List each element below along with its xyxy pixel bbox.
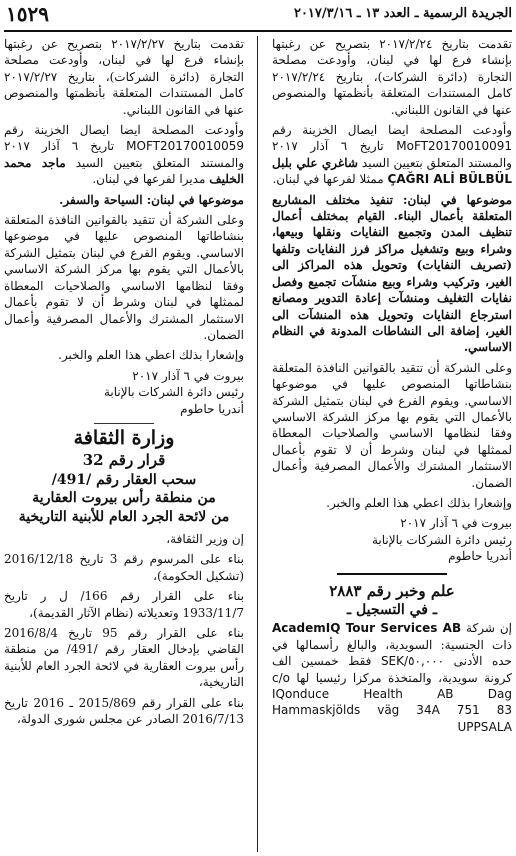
signature-name: أندريا حاطوم xyxy=(180,401,244,416)
page-number: ١٥٢٩ xyxy=(6,4,49,26)
text: وأودعت المصلحة ايضا ايصال الخزينة رقم xyxy=(4,123,244,138)
object-label: موضوعها في لبنان: xyxy=(403,192,512,207)
minister-line: إن وزير الثقافة، xyxy=(166,531,244,546)
left-column xyxy=(4,36,244,852)
signature-role: رئيس دائرة الشركات بالإنابة xyxy=(371,532,512,547)
basis-item: بناء على القرار رقم 2015/869 ـ 2016 تاريخ 2016/7/13 الصادر عن مجلس شورى الدولة، xyxy=(4,695,244,727)
paragraph: وعلى الشركة أن تتقيد بالقوانين النافذة المتعلقة بنشاطاتها المنصوص عليها في موضوعها الاساسي. ويقوم الفرع في لبنان بتمثيل الشركة بالأعمال التي يقوم بها مركز الشركة الاساسي وفقا لنظامها الاساسي والصلاحيات المعطاة لممثلها في لبنان وشرط أن لا تقوم بأعمال الاستثمار المشترك والأعمال المصرفية وأعمال الضمان. xyxy=(4,213,244,342)
header-title: الجريدة الرسمية ـ العدد ١٣ ـ ٢٠١٧/٣/١٦ xyxy=(293,6,512,21)
text: تاريخ ٦ آذار ٢٠١٧ والمستند المتعلق بتعيين السيد xyxy=(4,139,244,170)
paragraph: وإشعارا بذلك اعطي هذا العلم والخبر. xyxy=(326,495,512,510)
decision-subtitle: من منطقة رأس بيروت العقارية xyxy=(32,490,216,507)
object-paragraph xyxy=(272,192,512,356)
representative-name-ar: شاغري علي بلبل xyxy=(272,155,358,170)
object-label: موضوعها في لبنان: xyxy=(146,192,244,207)
column-divider xyxy=(257,36,258,852)
paragraph: وعلى الشركة أن تتقيد بالقوانين النافذة المتعلقة بنشاطاتها المنصوص عليها في موضوعها الاساسي. ويقوم الفرع في لبنان بتمثيل الشركة بالأعمال التي يقوم بها مركز الشركة الاساسي وفقا لنظامها الاساسي والصلاحيات المعطاة لممثلها في لبنان وشرط أن لا تقوم بأعمال الاستثمار المشترك والأعمال المصرفية وأعمال الضمان. xyxy=(272,360,512,490)
company-paragraph xyxy=(272,620,512,735)
text: تاريخ ٦ آذار ٢٠١٧ والمستند المتعلق بتعيين السيد xyxy=(272,139,512,170)
manager-name: ماجد محمد الخليف xyxy=(4,155,244,187)
company-name: AcademIQ Tour Services AB xyxy=(272,621,462,636)
representative-name-latin: ÇAĞRI ALİ BÜLBÜL xyxy=(387,172,512,187)
signature-date: بيروت في ٦ آذار ٢٠١٧ xyxy=(132,368,244,383)
object-text: تنفيذ مختلف المشاريع المتعلقة بأعمال البناء. القيام بمختلف أعمال تنظيف المدن وتجميع النفايات ونقلها وبيعها، وشراء وبيع وتشغيل مراكز فرز النفايات وتلفها (تصريف النفايات) وتحويل هذه المراكز الى الغير، وتركيب وشراء وبيع منشآت تجميع وفصل نفايات التغليف ومنشآت إعادة التدوير ومصانع استرجاع النفايات وتحويل هذه المنشآت الى الغير، إضافة الى النشاطات المدونة في النظام الاساسي. xyxy=(272,192,512,355)
object-text: السياحة والسفر. xyxy=(59,192,143,207)
separator xyxy=(94,423,154,424)
page-header xyxy=(4,4,512,32)
text: وأودعت المصلحة ايضا ايصال الخزينة رقم xyxy=(272,123,512,138)
capital-amount: SEK/٥٠,٠٠٠ xyxy=(380,654,445,669)
object-paragraph xyxy=(4,192,244,208)
text: إن شركة xyxy=(466,621,512,636)
basis-item: بناء على القرار رقم 166/ ل ر تاريخ 1933/11/7 وتعديلاته (نظام الآثار القديمة)، xyxy=(4,589,244,620)
signature-date: بيروت في ٦ آذار ٢٠١٧ xyxy=(400,516,512,531)
text: ممثلا لفرعها في لبنان. xyxy=(272,172,384,187)
paragraph: وإشعارا بذلك اعطي هذا العلم والخبر. xyxy=(58,348,244,363)
signature-name: أندريا حاطوم xyxy=(448,549,512,564)
paragraph: تقدمت بتاريخ ٢٠١٧/٢/٢٧ بتصريح عن رغبتها بإنشاء فرع لها في لبنان، وأودعت مصلحة التجارة (دائرة الشركات)، بتاريخ ٢٠١٧/٢/٢٧ كامل المستندات المتعلقة بأنظمتها والمنصوص عنها في القانون اللبناني. xyxy=(4,37,244,117)
text: مديرا لفرعها في لبنان. xyxy=(92,172,206,187)
ministry-title: وزارة الثقافة xyxy=(73,426,175,449)
notice-subtitle: ـ في التسجيل ـ xyxy=(347,602,437,618)
receipt-number: MoFT20170010091 xyxy=(396,139,512,154)
separator xyxy=(337,573,447,575)
text: فقط خمسين الف كرونة سويدية، والمتخذة مركزا رئيسيا لها xyxy=(272,654,512,685)
receipt-paragraph xyxy=(4,122,244,188)
signature-role: رئيس دائرة الشركات بالإنابة xyxy=(103,385,244,400)
decision-subtitle: سحب العقار رقم /491/ xyxy=(51,471,197,488)
decision-title: قرار رقم 32 xyxy=(82,451,166,470)
receipt-number: MOFT20170010059 xyxy=(126,139,244,154)
paragraph: تقدمت بتاريخ ٢٠١٧/٢/٢٤ بتصريح عن رغبتها بإنشاء فرع لها في لبنان، وأودعت مصلحة التجارة (دائرة الشركات)، بتاريخ ٢٠١٧/٢/٢٤ كامل المستندات المتعلقة بأنظمتها والمنصوص عنها في القانون اللبناني. xyxy=(272,37,512,117)
text: ذات الجنسية: السويدية، والبالغ رأسمالها في حده الأدنى xyxy=(272,637,512,669)
notice-title: علم وخبر رقم ٢٨٨٣ xyxy=(329,581,455,600)
basis-item: بناء على المرسوم رقم 3 تاريخ 2016/12/18 (تشكيل الحكومة)، xyxy=(4,552,244,583)
decision-subtitle: من لائحة الجرد العام للأبنية التاريخية xyxy=(18,508,230,525)
company-address: c/o IQonduce Health AB Dag Hammaskjölds väg 34A 751 83 UPPSALA xyxy=(272,670,512,734)
right-column xyxy=(272,36,512,852)
receipt-paragraph xyxy=(272,122,512,188)
gazette-page xyxy=(4,4,512,852)
basis-item: بناء على القرار رقم 95 تاريخ 2016/8/4 القاضي بإدخال العقار رقم /491/ من منطقة رأس بيروت العقارية في لائحة الجرد العام للأبنية التاريخية، xyxy=(4,626,244,690)
